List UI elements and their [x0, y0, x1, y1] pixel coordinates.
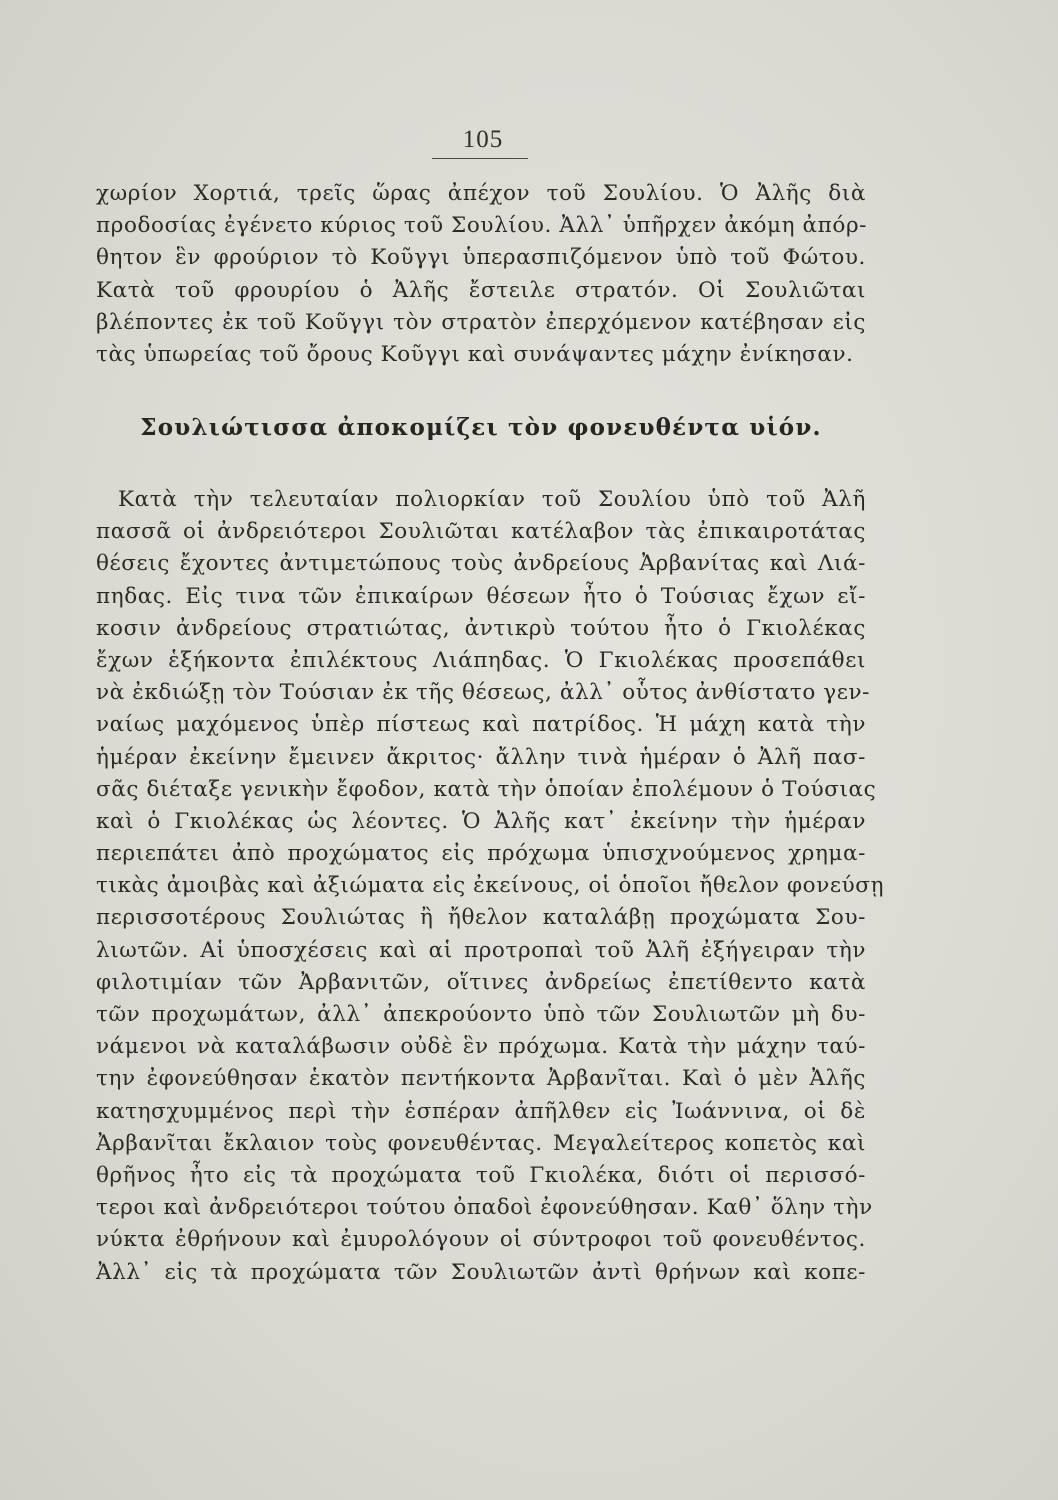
text-line: βλέποντες ἐκ τοῦ Κοῦγγι τὸν στρατὸν ἐπερχόμενον κατέβησαν εἰς — [96, 309, 866, 335]
text-line: ἔχων ἑξήκοντα ἐπιλέκτους Λιάπηδας. Ὁ Γκιολέκας προσεπάθει — [96, 647, 866, 673]
text-line: ἡμέραν ἐκείνην ἔμεινεν ἄκριτος· ἄλλην τινὰ ἡμέραν ὁ Ἀλῆ πασ- — [96, 744, 866, 770]
text-line: χωρίον Χορτιά, τρεῖς ὥρας ἀπέχον τοῦ Σουλίου. Ὁ Ἀλῆς διὰ — [96, 181, 866, 206]
text-line: Κατὰ τοῦ φρουρίου ὁ Ἀλῆς ἔστειλε στρατόν. Οἱ Σουλιῶται — [96, 277, 866, 303]
text-line: Ἀρβανῖται ἔκλαιον τοὺς φονευθέντας. Μεγαλείτερος κοπετὸς καὶ — [96, 1130, 866, 1156]
text-line-content: Κατὰ τὴν τελευταίαν πολιορκίαν τοῦ Σουλίου ὑπὸ τοῦ Ἀλῆ — [118, 487, 866, 512]
paragraph-main — [96, 484, 885, 1289]
text-line: θέσεις ἔχοντες ἀντιμετώπους τοὺς ἀνδρείους Ἀρβανίτας καὶ Λιά- — [96, 551, 866, 577]
text-line: τικὰς ἀμοιβὰς καὶ ἀξιώματα εἰς ἐκείνους, οἱ ὁποῖοι ἤθελον φονεύσῃ — [96, 873, 885, 899]
text-line: Ἀλλ᾽ εἰς τὰ προχώματα τῶν Σουλιωτῶν ἀντὶ θρήνων καὶ κοπε- — [96, 1259, 866, 1285]
paragraph-continuation — [96, 178, 866, 371]
text-line: φιλοτιμίαν τῶν Ἀρβανιτῶν, οἵτινες ἀνδρείως ἐπετίθεντο κατὰ — [96, 969, 866, 995]
text-line: κατησχυμμένος περὶ τὴν ἑσπέραν ἀπῆλθεν εἰς Ἰωάννινα, οἱ δὲ — [96, 1098, 866, 1124]
text-line: κοσιν ἀνδρείους στρατιώτας, ἀντικρὺ τούτου ἦτο ὁ Γκιολέκας — [96, 615, 866, 641]
text-line: περιεπάτει ἀπὸ προχώματος εἰς πρόχωμα ὑπισχνούμενος χρημα- — [96, 841, 866, 867]
text-line: την ἐφονεύθησαν ἑκατὸν πεντήκοντα Ἀρβανῖται. Καὶ ὁ μὲν Ἀλῆς — [96, 1066, 866, 1092]
text-line: ναίως μαχόμενος ὑπὲρ πίστεως καὶ πατρίδος. Ἡ μάχη κατὰ τὴν — [96, 712, 866, 738]
text-line: καὶ ὁ Γκιολέκας ὡς λέοντες. Ὁ Ἀλῆς κατ᾽ ἐκείνην τὴν ἡμέραν — [96, 808, 866, 834]
text-line: προδοσίας ἐγένετο κύριος τοῦ Σουλίου. Ἀλλ᾽ ὑπῆρχεν ἀκόμη ἀπόρ- — [96, 213, 868, 239]
text-line: τῶν προχωμάτων, ἀλλ᾽ ἀπεκρούοντο ὑπὸ τῶν Σουλιωτῶν μὴ δυ- — [96, 1002, 866, 1027]
text-line: λιωτῶν. Αἱ ὑποσχέσεις καὶ αἱ προτροπαὶ τοῦ Ἀλῆ ἐξήγειραν τὴν — [96, 937, 866, 963]
text-line-indented — [96, 484, 866, 516]
text-line: πηδας. Εἰς τινα τῶν ἐπικαίρων θέσεων ἦτο ὁ Τούσιας ἔχων εἴ- — [96, 583, 866, 609]
text-line: πασσᾶ οἱ ἀνδρειότεροι Σουλιῶται κατέλαβον τὰς ἐπικαιροτάτας — [96, 519, 866, 545]
text-line: νὰ ἐκδιώξῃ τὸν Τούσιαν ἐκ τῆς θέσεως, ἀλλ᾽ οὗτος ἀνθίστατο γεν- — [96, 680, 871, 706]
page-number-rule — [432, 158, 528, 159]
text-line: τὰς ὑπωρείας τοῦ ὄρους Κοῦγγι καὶ συνάψαντες μάχην ἐνίκησαν. — [96, 341, 854, 367]
text-line: νάμενοι νὰ καταλάβωσιν οὐδὲ ἓν πρόχωμα. Κατὰ τὴν μάχην ταύ- — [96, 1034, 866, 1060]
section-heading: Σουλιώτισσα ἀποκομίζει τὸν φονευθέντα υἱόν. — [140, 414, 822, 441]
text-line: θητον ἓν φρούριον τὸ Κοῦγγι ὑπερασπιζόμενον ὑπὸ τοῦ Φώτου. — [96, 245, 866, 271]
text-line: θρῆνος ἦτο εἰς τὰ προχώματα τοῦ Γκιολέκα, διότι οἱ περισσό- — [96, 1162, 866, 1188]
text-line: σᾶς διέταξε γενικὴν ἔφοδον, κατὰ τὴν ὁποίαν ἐπολέμουν ὁ Τούσιας — [96, 776, 877, 802]
text-line: τεροι καὶ ἀνδρειότεροι τούτου ὀπαδοὶ ἐφονεύθησαν. Καθ᾽ ὅλην τὴν — [96, 1195, 873, 1221]
page-number: 105 — [462, 126, 504, 153]
text-line: περισσοτέρους Σουλιώτας ἢ ἤθελον καταλάβῃ προχώματα Σου- — [96, 905, 866, 931]
text-line: νύκτα ἐθρήνουν καὶ ἐμυρολόγουν οἱ σύντροφοι τοῦ φονευθέντος. — [96, 1227, 866, 1253]
